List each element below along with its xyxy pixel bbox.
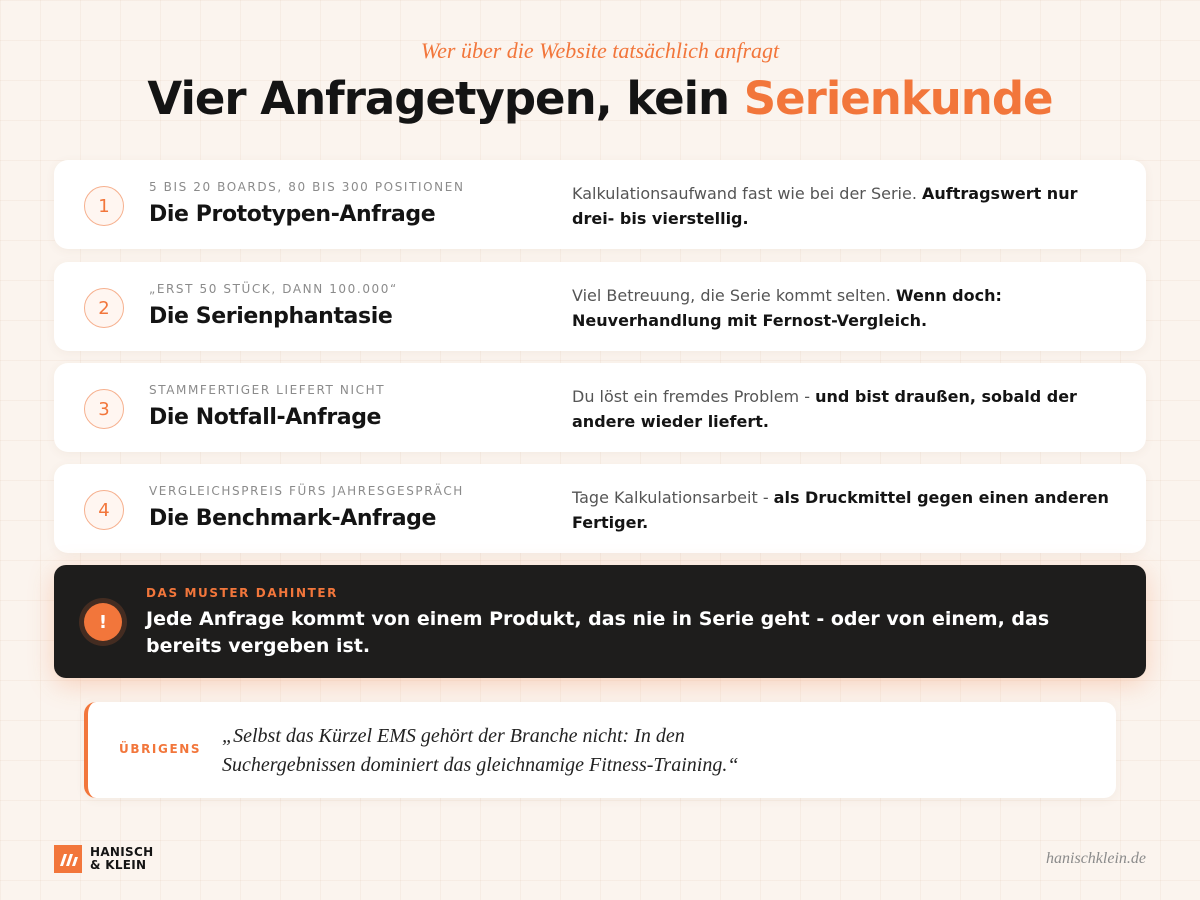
logo-line-1: HANISCH bbox=[90, 845, 154, 859]
logo-wordmark bbox=[90, 846, 153, 872]
pattern-callout bbox=[54, 565, 1146, 678]
card-kicker: VERGLEICHSPREIS FÜRS JAHRESGESPRÄCH bbox=[149, 484, 464, 498]
card-title: Die Serienphantasie bbox=[149, 304, 393, 329]
aside-note bbox=[84, 702, 1116, 798]
card-desc-plain: Du löst ein fremdes Problem - bbox=[572, 387, 816, 406]
inquiry-card-prototype bbox=[54, 160, 1146, 249]
inquiry-card-emergency bbox=[54, 363, 1146, 452]
card-desc-bold: als Druckmittel gegen einen anderen Fertiger. bbox=[572, 488, 1109, 532]
aside-quote: „Selbst das Kürzel EMS gehört der Branche nicht: In den Suchergebnissen dominiert das gleichnamige Fitness-Training.“ bbox=[222, 725, 739, 776]
card-description bbox=[572, 384, 1117, 434]
number-badge: 3 bbox=[84, 389, 124, 429]
card-kicker: 5 BIS 20 BOARDS, 80 BIS 300 POSITIONEN bbox=[149, 180, 465, 194]
number-badge: 2 bbox=[84, 288, 124, 328]
card-desc-bold: und bist draußen, sobald der andere wieder liefert. bbox=[572, 387, 1077, 431]
logo-line-2: & KLEIN bbox=[90, 858, 147, 872]
inquiry-card-benchmark bbox=[54, 464, 1146, 553]
number-badge: 4 bbox=[84, 490, 124, 530]
card-kicker: „ERST 50 STÜCK, DANN 100.000“ bbox=[149, 282, 398, 296]
number-badge: 1 bbox=[84, 186, 124, 226]
aside-label: ÜBRIGENS bbox=[119, 742, 202, 756]
pattern-kicker: DAS MUSTER DAHINTER bbox=[146, 586, 339, 600]
card-desc-plain: Tage Kalkulationsarbeit - bbox=[572, 488, 774, 507]
title-accent: Serienkunde bbox=[743, 72, 1053, 125]
card-description bbox=[572, 283, 1117, 333]
card-title: Die Notfall-Anfrage bbox=[149, 405, 382, 430]
title-main: Vier Anfragetypen, kein bbox=[147, 72, 744, 125]
inquiry-card-series-fantasy bbox=[54, 262, 1146, 351]
card-desc-plain: Kalkulationsaufwand fast wie bei der Serie. bbox=[572, 184, 923, 203]
card-description bbox=[572, 181, 1117, 231]
card-desc-bold: Auftragswert nur drei- bis vierstellig. bbox=[572, 184, 1078, 228]
card-title: Die Prototypen-Anfrage bbox=[149, 202, 436, 227]
card-desc-bold: Wenn doch: Neuverhandlung mit Fernost-Vergleich. bbox=[572, 286, 1002, 330]
card-description bbox=[572, 485, 1117, 535]
pattern-text: Jede Anfrage kommt von einem Produkt, das nie in Serie geht - oder von einem, das bereits vergeben ist. bbox=[146, 608, 1050, 657]
card-desc-plain: Viel Betreuung, die Serie kommt selten. bbox=[572, 286, 896, 305]
website-link[interactable]: hanischklein.de bbox=[1046, 850, 1146, 867]
logo-icon bbox=[54, 845, 82, 873]
card-title: Die Benchmark-Anfrage bbox=[149, 506, 437, 531]
page-kicker: Wer über die Website tatsächlich anfragt bbox=[420, 38, 780, 63]
page-title bbox=[0, 72, 1200, 125]
exclamation-icon: ! bbox=[84, 603, 122, 641]
card-kicker: STAMMFERTIGER LIEFERT NICHT bbox=[149, 383, 386, 397]
